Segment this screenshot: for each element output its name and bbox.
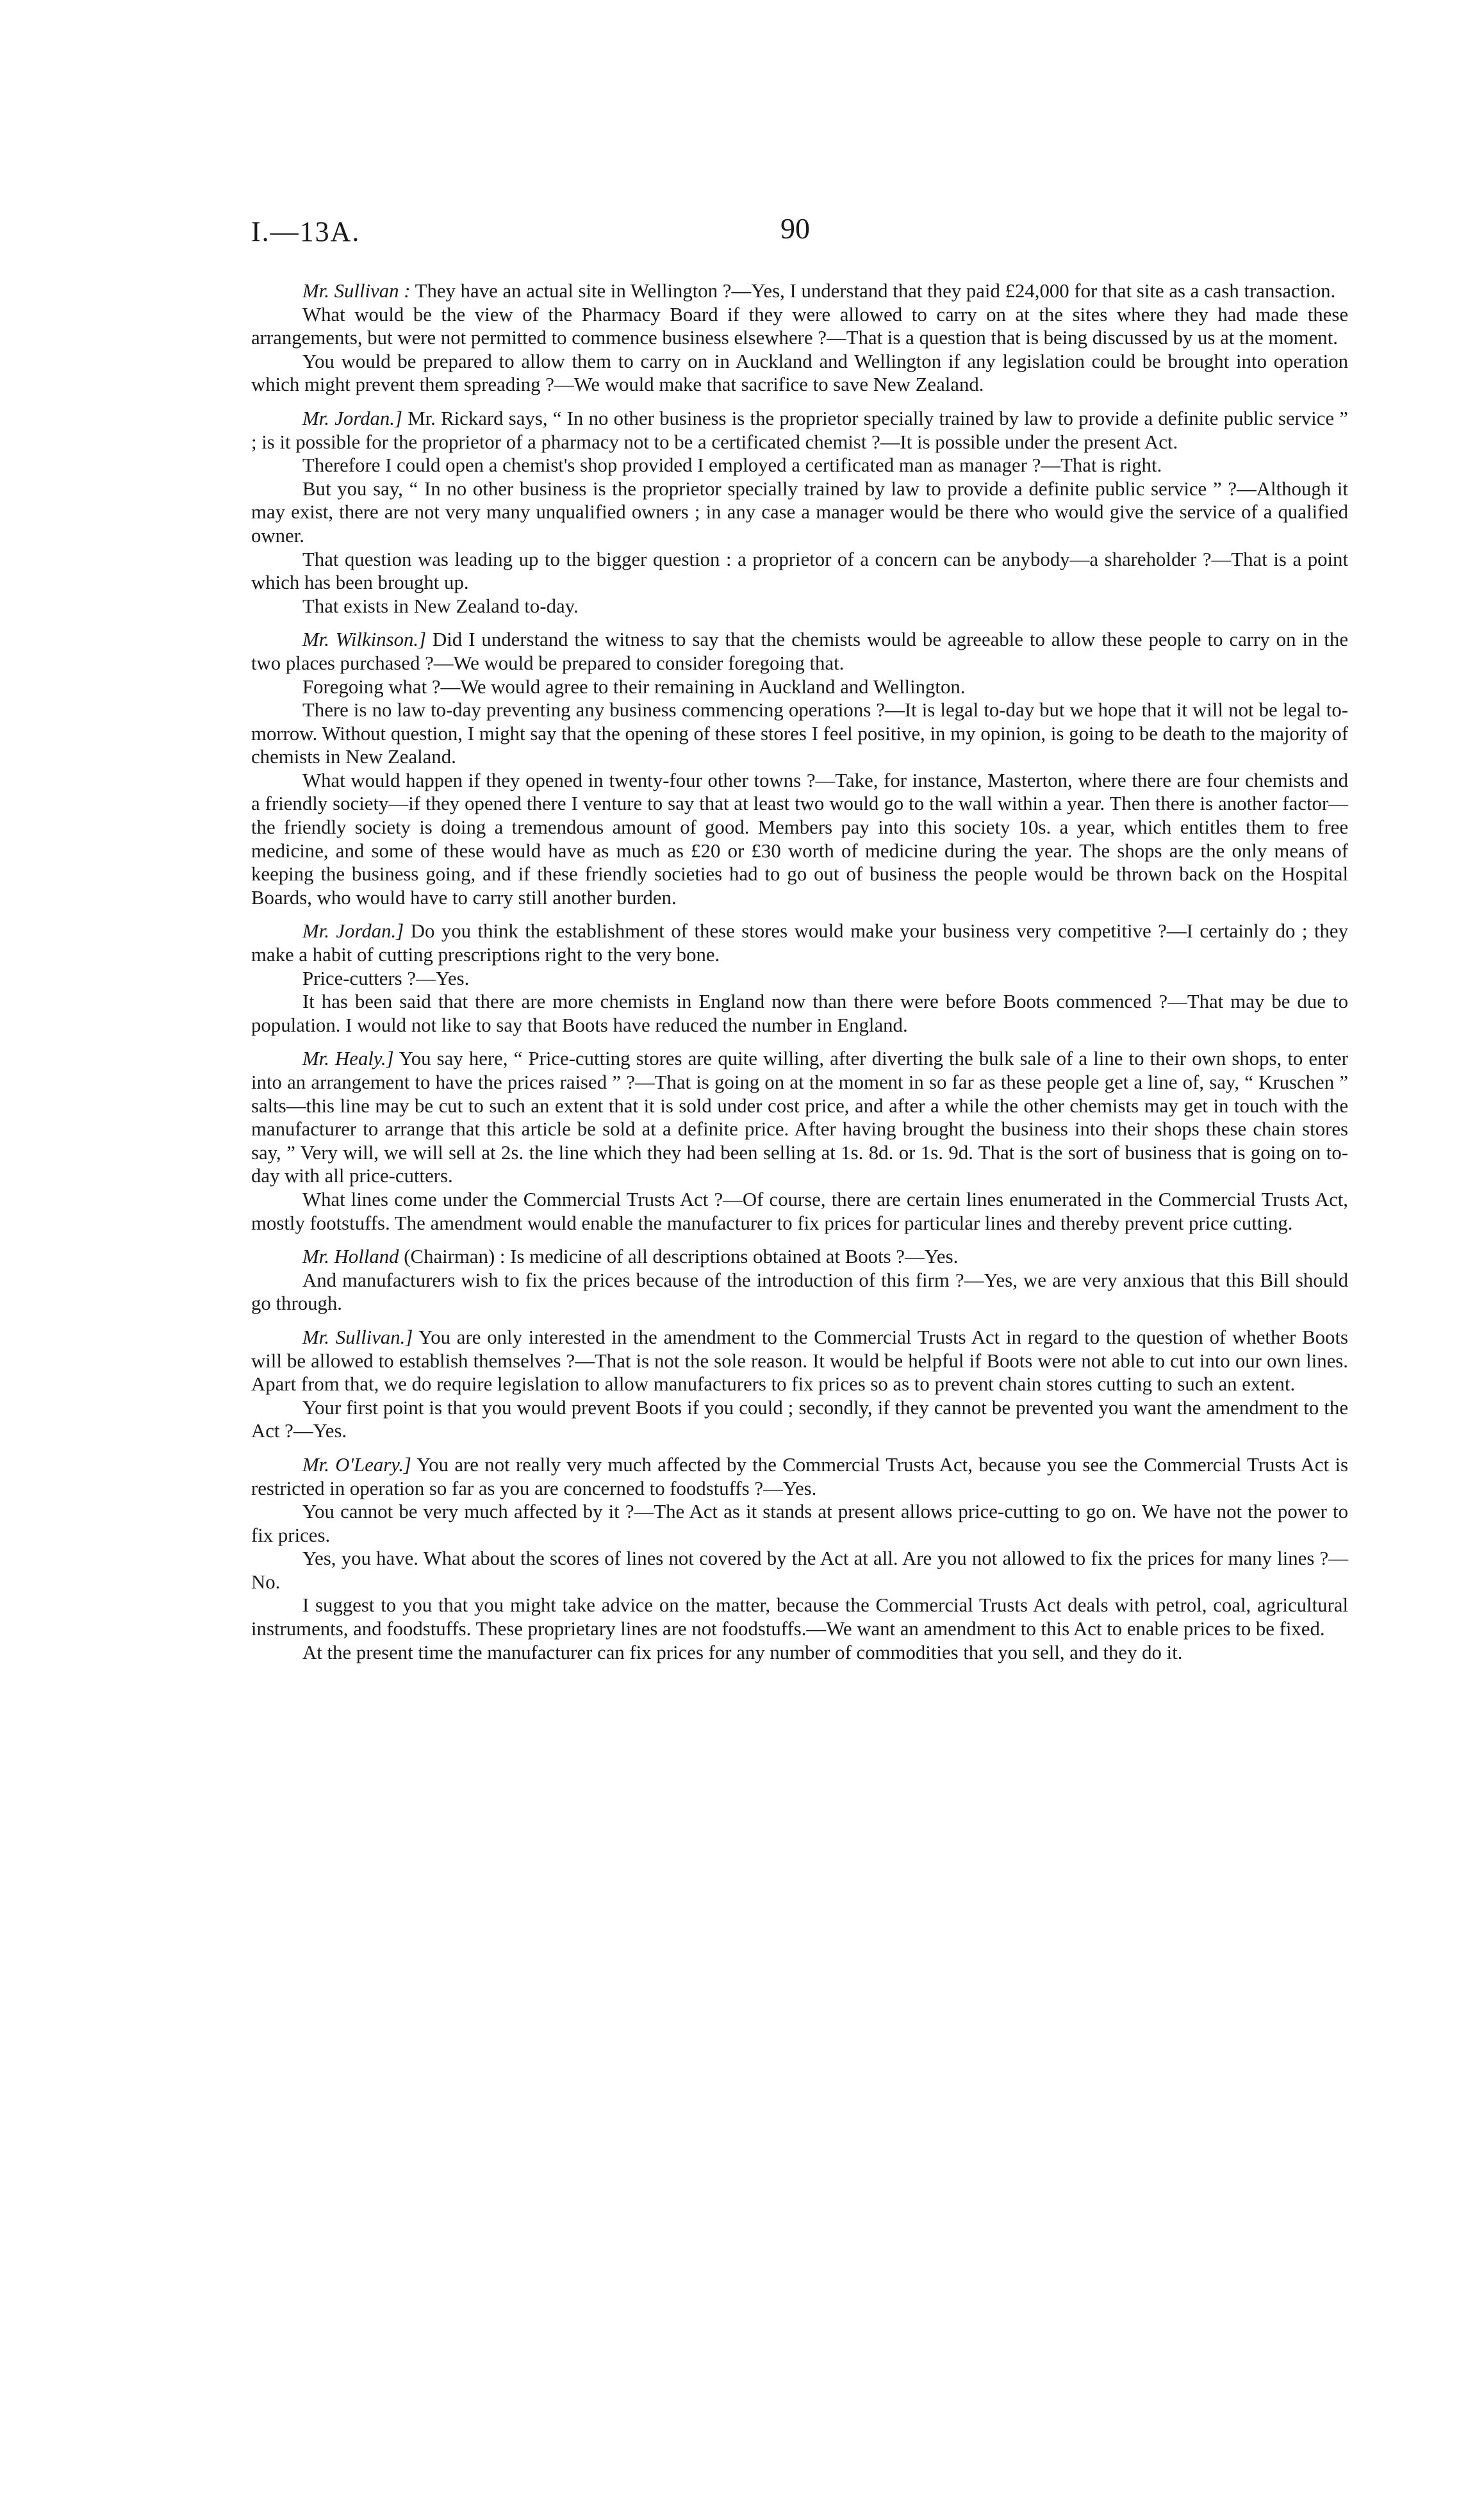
paragraph-text: Mr. Rickard says, “ In no other business is the proprietor specially trained by law to provide a definite public service ” ; is it possible for the proprietor of a pharmacy not to be a certificated chemist ?—It is possible under the present Act. [251,407,1348,453]
paragraph-text: But you say, “ In no other business is the proprietor specially trained by law to provide a definite public service ” ?—Although it may exist, there are not very many unqualified owners ; in any case a manager would be there who would give the service of a qualified owner. [251,477,1348,547]
paragraph [251,1547,1348,1594]
speaker-name: Mr. Sullivan : [302,280,411,302]
paragraph [251,1326,1348,1396]
paragraph [251,1453,1348,1500]
paragraph-text: That exists in New Zealand to-day. [302,595,579,617]
paragraph-text: That question was leading up to the bigger question : a proprietor of a concern can be anybody—a shareholder ?—That is a point which has been brought up. [251,548,1348,594]
page-number: 90 [780,212,810,245]
paragraph [251,920,1348,966]
paragraph-text: You are not really very much affected by the Commercial Trusts Act, because you see the Commercial Trusts Act is restricted in operation so far as you are concerned to foodstuffs ?—Yes. [251,1453,1348,1499]
paragraph [251,350,1348,397]
paragraph-text: Foregoing what ?—We would agree to their remaining in Auckland and Wellington. [302,675,966,698]
paragraph [251,303,1348,350]
paragraph-text: Therefore I could open a chemist's shop provided I employed a certificated man as manager ?—That is right. [302,454,1162,477]
paragraph [251,1245,1348,1269]
paragraph-text: Price-cutters ?—Yes. [302,967,470,989]
speaker-name: Mr. Jordan.] [302,407,402,429]
paragraph [251,279,1348,303]
paragraph-text: You are only interested in the amendment to the Commercial Trusts Act in regard to the question of whether Boots will be allowed to establish themselves ?—That is not the sole reason. It would be helpful if Boots were not able to cut into our own lines. Apart from that, we do require legislation to allow manufacturers to fix prices so as to prevent chain stores cutting to such an extent. [251,1326,1348,1396]
paragraph-text: I suggest to you that you might take advice on the matter, because the Commercial Trusts Act deals with petrol, coal, agricultural instruments, and foodstuffs. These proprietary lines are not foodstuffs.—We want an amendment to this Act to enable prices to be fixed. [251,1594,1348,1640]
paragraph-text: Your first point is that you would prevent Boots if you could ; secondly, if they cannot be prevented you want the amendment to the Act ?—Yes. [251,1396,1348,1442]
paragraph [251,477,1348,548]
paragraph [251,1396,1348,1443]
speaker-name: Mr. Jordan.] [302,920,404,943]
paragraph [251,990,1348,1037]
paragraph [251,769,1348,910]
paper-reference: I.—13A. [251,216,361,247]
paragraph [251,454,1348,477]
paragraph [251,675,1348,699]
paragraph-text: Did I understand the witness to say that the chemists would be agreeable to allow these people to carry on in the two places purchased ?—We would be prepared to consider foregoing that. [251,629,1348,674]
speaker-name: Mr. Holland [302,1246,399,1268]
paragraph [251,967,1348,991]
paragraph [251,407,1348,454]
paragraph-text: And manufacturers wish to fix the prices because of the introduction of this firm ?—Yes, we are very anxious that this Bill should go through. [251,1269,1348,1315]
paragraph [251,1500,1348,1547]
paragraph-text: At the present time the manufacturer can fix prices for any number of commodities that you sell, and they do it. [302,1641,1183,1663]
paragraph-text: What would be the view of the Pharmacy Board if they were allowed to carry on at the sites where they had made these arrangements, but were not permitted to commence business elsewhere ?—That is a question that is being discussed by us at the moment. [251,303,1348,349]
paragraph-text: What lines come under the Commercial Trusts Act ?—Of course, there are certain lines enumerated in the Commercial Trusts Act, mostly footstuffs. The amendment would enable the manufacturer to fix prices for particular lines and thereby prevent price cutting. [251,1188,1348,1234]
paragraph-text: It has been said that there are more chemists in England now than there were before Boots commenced ?—That may be due to population. I would not like to say that Boots have reduced the number in England. [251,991,1348,1036]
paragraph-text: What would happen if they opened in twenty-four other towns ?—Take, for instance, Masterton, where there are four chemists and a friendly society—if they opened there I venture to say that at least two would go to the wall within a year. Then there is another factor—the friendly society is doing a tremendous amount of good. Members pay into this society 10s. a year, which entitles them to free medicine, and some of these would have as much as £20 or £30 worth of medicine during the year. The shops are the only means of keeping the business going, and if these friendly societies had to go out of business the people would be thrown back on the Hospital Boards, who would have to carry still another burden. [251,769,1348,909]
speaker-name: Mr. Healy.] [302,1048,394,1070]
paragraph-text: Yes, you have. What about the scores of lines not covered by the Act at all. Are you not allowed to fix the prices for many lines ?—No. [251,1547,1348,1593]
speaker-name: Mr. O'Leary.] [302,1453,411,1476]
paragraph-text: (Chairman) : Is medicine of all descriptions obtained at Boots ?—Yes. [399,1246,959,1268]
paragraph [251,1641,1348,1665]
paragraph [251,1047,1348,1188]
paragraph-text: They have an actual site in Wellington ?—Yes, I understand that they paid £24,000 for that site as a cash transaction. [410,280,1336,302]
speaker-name: Mr. Wilkinson.] [302,629,427,651]
paragraph [251,628,1348,675]
evidence-text [251,279,1348,1664]
paragraph [251,548,1348,595]
paragraph-text: You cannot be very much affected by it ?—The Act as it stands at present allows price-cutting to go on. We have not the power to fix prices. [251,1501,1348,1546]
paragraph-text: You say here, “ Price-cutting stores are quite willing, after diverting the bulk sale of a line to their own shops, to enter into an arrangement to have the prices raised ” ?—That is going on at the moment in so far as these people get a line of, say, “ Kruschen ” salts—this line may be cut to such an extent that it is sold under cost price, and after a while the other chemists may get in touch with the manufacturer to arrange that this article be sold at a definite price. After having brought the business into their shops these chain stores say, ” Very will, we will sell at 2s. the line which they had been selling at 1s. 8d. or 1s. 9d. That is the sort of business that is going on to-day with all price-cutters. [251,1048,1348,1187]
speaker-name: Mr. Sullivan.] [302,1326,413,1348]
paragraph [251,595,1348,618]
paragraph [251,1188,1348,1235]
paragraph [251,1594,1348,1640]
paragraph-text: You would be prepared to allow them to carry on in Auckland and Wellington if any legislation could be brought into operation which might prevent them spreading ?—We would make that sacrifice to save New Zealand. [251,350,1348,396]
paragraph-text: Do you think the establishment of these stores would make your business very competitive ?—I certainly do ; they make a habit of cutting prescriptions right to the very bone. [251,920,1348,966]
paragraph [251,1269,1348,1315]
paragraph [251,698,1348,769]
paragraph-text: There is no law to-day preventing any business commencing operations ?—It is legal to-day but we hope that it will not be legal to-morrow. Without question, I might say that the opening of these stores I feel positive, in my opinion, is going to be death to the majority of chemists in New Zealand. [251,699,1348,768]
